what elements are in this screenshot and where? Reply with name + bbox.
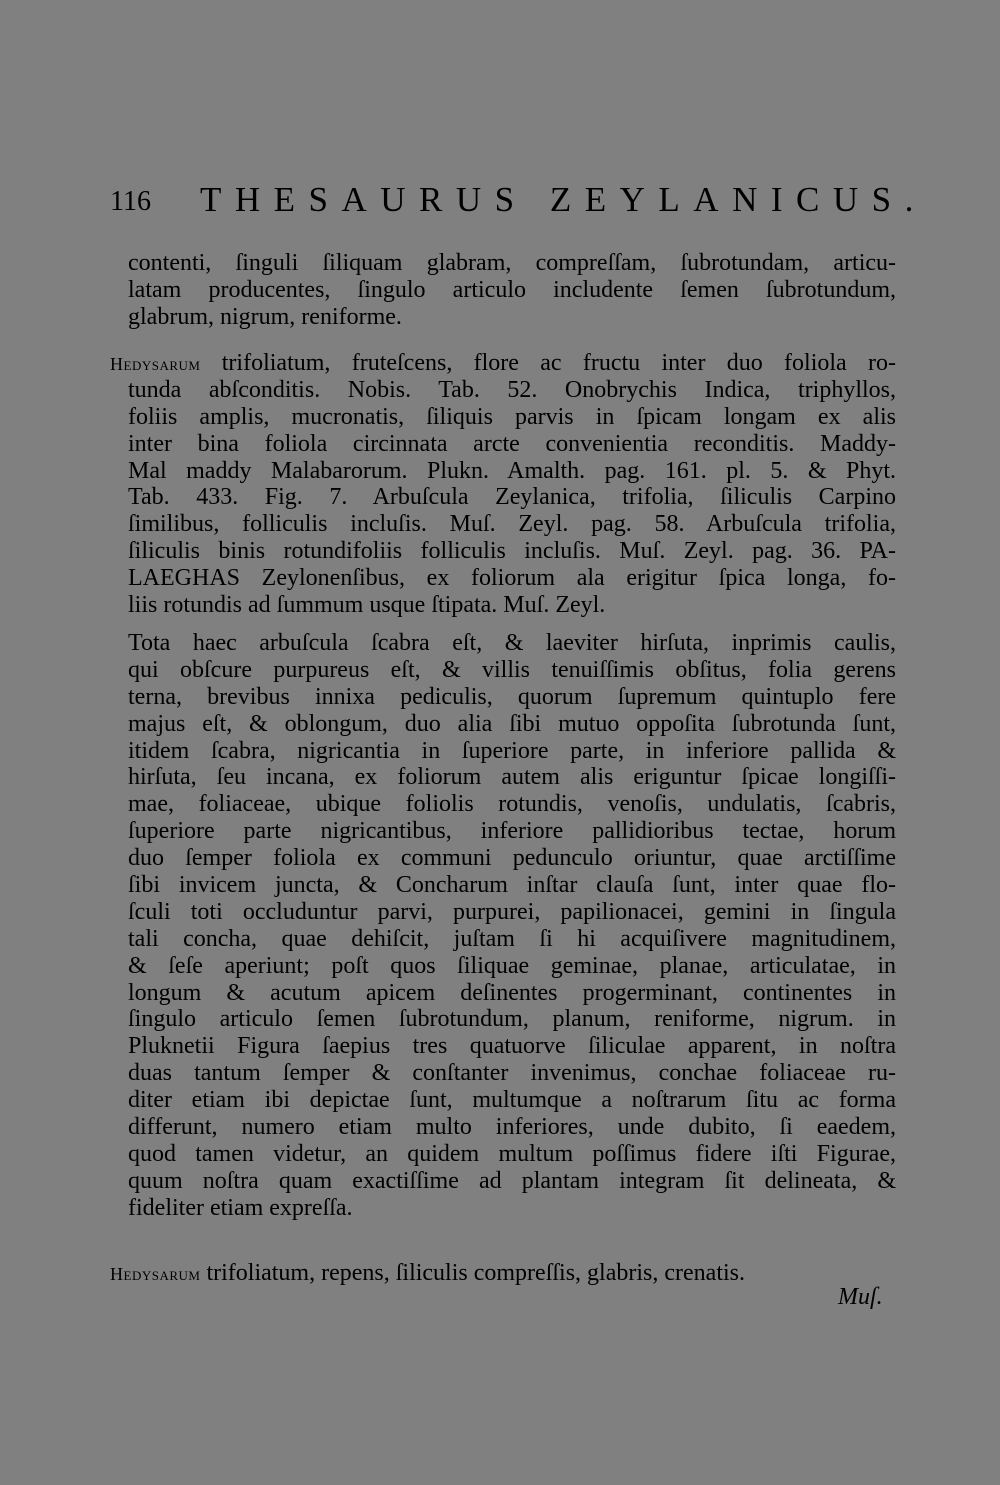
entry-first-line-text: trifoliatum, fruteſcens, flore ac fructu inter duo foliola ro- (200, 350, 896, 376)
text-line: diter etiam ibi depictae ſunt, multumque a noſtrarum ſitu ac forma (128, 1087, 896, 1114)
text-line: mae, foliaceae, ubique foliolis rotundis, venoſis, undulatis, ſcabris, (128, 791, 896, 818)
hedysarum-entry-2 (110, 1260, 896, 1287)
continuation-paragraph (128, 250, 896, 331)
text-line: contenti, ſinguli ſiliquam glabram, compreſſam, ſubrotundam, articu- (128, 250, 896, 276)
text-line: duo ſemper foliola ex communi pedunculo oriuntur, quae arctiſſime (128, 845, 896, 872)
text-line: inter bina foliola circinnata arcte convenientia reconditis. Maddy- (128, 430, 896, 457)
text-line: quod tamen videtur, an quidem multum poſſimus fidere iſti Figurae, (128, 1140, 896, 1167)
text-line: Tota haec arbuſcula ſcabra eſt, & laeviter hirſuta, inprimis caulis, (128, 630, 896, 656)
text-line: latam producentes, ſingulo articulo includente ſemen ſubrotundum, (128, 276, 896, 303)
text-line: ſimilibus, folliculis incluſis. Muſ. Zeyl. pag. 58. Arbuſcula trifolia, (128, 511, 896, 538)
text-line: ſingulo articulo ſemen ſubrotundum, planum, reniforme, nigrum. in (128, 1006, 896, 1033)
text-line: tali concha, quae dehiſcit, juſtam ſi hi acquiſivere magnitudinem, (128, 925, 896, 952)
text-line: majus eſt, & oblongum, duo alia ſibi mutuo oppoſita ſubrotunda ſunt, (128, 710, 896, 737)
page-header (110, 180, 927, 220)
running-title: THESAURUS ZEYLANICUS. (200, 180, 927, 219)
page-number: 116 (110, 186, 151, 217)
text-line: Pluknetii Figura ſaepius tres quatuorve ſiliculae apparent, in noſtra (128, 1033, 896, 1060)
text-line: quum noſtra quam exactiſſime ad plantam integram ſit delineata, & (128, 1167, 896, 1194)
hedysarum-entry-1 (110, 350, 896, 619)
description-paragraph (128, 630, 896, 1222)
text-line: & ſeſe aperiunt; poſt quos ſiliquae geminae, planae, articulatae, in (128, 952, 896, 979)
text-line: terna, brevibus innixa pediculis, quorum ſupremum quintuplo fere (128, 683, 896, 710)
text-line: glabrum, nigrum, reniforme. (128, 303, 402, 330)
text-line: foliis amplis, mucronatis, ſiliquis parvis in ſpicam longam ex alis (128, 403, 896, 430)
text-line: hirſuta, ſeu incana, ex foliorum autem alis eriguntur ſpicae longiſſi- (128, 764, 896, 791)
entry-first-line-text: trifoliatum, repens, ſiliculis compreſſis, glabris, crenatis. (200, 1260, 745, 1286)
text-line: Tab. 433. Fig. 7. Arbuſcula Zeylanica, trifolia, ſiliculis Carpino (128, 484, 896, 511)
entry-lead-word: Hedysarum (110, 354, 201, 374)
text-line: ſculi toti occluduntur parvi, purpurei, papilionacei, gemini in ſingula (128, 898, 896, 925)
text-line: Mal maddy Malabarorum. Plukn. Amalth. pag. 161. pl. 5. & Phyt. (128, 457, 896, 484)
text-line: ſiliculis binis rotundifoliis folliculis incluſis. Muſ. Zeyl. pag. 36. PA- (128, 538, 896, 565)
text-line: longum & acutum apicem deſinentes progerminant, continentes in (128, 979, 896, 1006)
text-line: tunda abſconditis. Nobis. Tab. 52. Onobrychis Indica, triphyllos, (128, 376, 896, 403)
text-line: duas tantum ſemper & conſtanter invenimus, conchae foliaceae ru- (128, 1060, 896, 1087)
text-line: differunt, numero etiam multo inferiores, unde dubito, ſi eaedem, (128, 1114, 896, 1141)
text-line: fideliter etiam expreſſa. (128, 1194, 353, 1221)
text-line (110, 350, 896, 377)
text-line (110, 1260, 896, 1287)
entry-lead-word: Hedysarum (110, 1264, 201, 1284)
text-line: LAEGHAS Zeylonenſibus, ex foliorum ala erigitur ſpica longa, fo- (128, 565, 896, 592)
text-line: liis rotundis ad ſummum usque ſtipata. Muſ. Zeyl. (128, 592, 606, 619)
catchword: Muſ. (838, 1284, 883, 1310)
text-line: ſuperiore parte nigricantibus, inferiore pallidioribus tectae, horum (128, 818, 896, 845)
text-line: qui obſcure purpureus eſt, & villis tenuiſſimis obſitus, folia gerens (128, 656, 896, 683)
text-line: ſibi invicem juncta, & Concharum inſtar clauſa ſunt, inter quae flo- (128, 872, 896, 899)
text-line: itidem ſcabra, nigricantia in ſuperiore parte, in inferiore pallida & (128, 737, 896, 764)
